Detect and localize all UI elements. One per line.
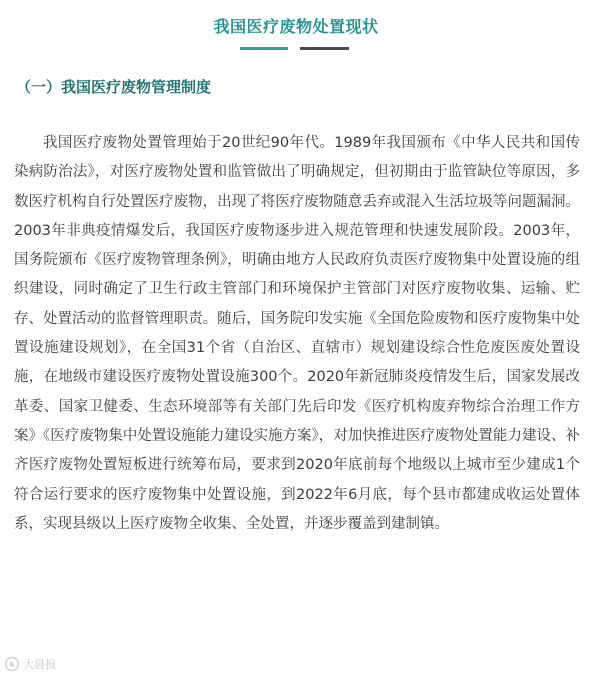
title-underline-dark	[300, 47, 349, 50]
title-underline	[240, 47, 349, 50]
article-title: 我国医疗废物处置现状	[213, 17, 379, 36]
title-underline-accent	[240, 47, 288, 50]
watermark-text: 大晨报	[23, 658, 56, 671]
watermark	[4, 655, 56, 673]
body-paragraph: 我国医疗废物处置管理始于20世纪90年代。1989年我国颁布《中华人民共和国传染病防治法》，对医疗废物处置和监管做出了明确规定，但初期由于监管缺位等原因，多数医疗机构自行处置医疗废物，出现了将医疗废物随意丢弃或混入生活垃圾等问题漏洞。2003年非典疫情爆发后，我国医疗废物逐步进入规范管理和快速发展阶段。2003年，国务院颁布《医疗废物管理条例》，明确由地方人民政府负责医疗废物集中处置设施的组织建设，同时确定了卫生行政主管部门和环境保护主管部门对医疗废物收集、运输、贮存、处置活动的监督管理职责。随后，国务院印发实施《全国危险废物和医疗废物集中处置设施建设规划》，在全国31个省（自治区、直辖市）规划建设综合性危废医废处置设施，在地级市建设医疗废物处置设施300个。2020年新冠肺炎疫情发生后，国家发展改革委、国家卫健委、生态环境部等有关部门先后印发《医疗机构废弃物综合治理工作方案》《医疗废物集中处置设施能力建设实施方案》，对加快推进医疗废物处置能力建设、补齐医疗废物处置短板进行统筹布局，要求到2020年底前每个地级以上城市至少建成1个符合运行要求的医疗废物集中处置设施，到2022年6月底，每个县市都建成收运处置体系，实现县级以上医疗废物全收集、全处置，并逐步覆盖到建制镇。	[14, 135, 580, 532]
watermark-logo-icon	[4, 656, 20, 672]
section-heading: （一）我国医疗废物管理制度	[16, 78, 212, 96]
